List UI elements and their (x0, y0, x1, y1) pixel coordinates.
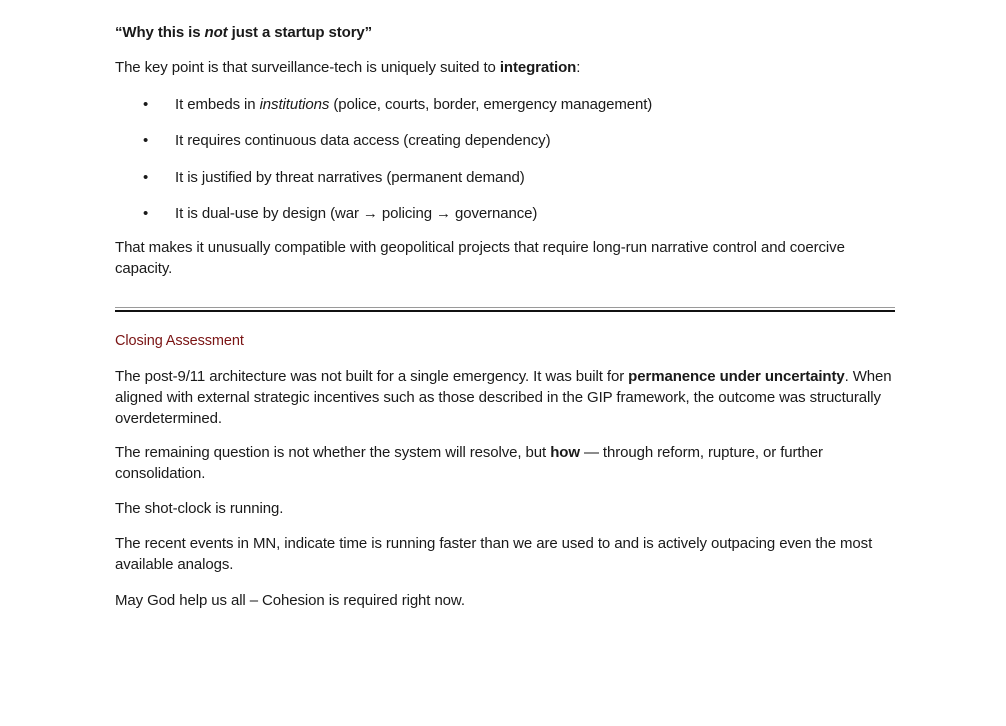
intro-text: The key point is that surveillance-tech is uniquely suited to (115, 59, 500, 76)
conclusion-paragraph: That makes it unusually compatible with geopolitical projects that require long-run narrative control and coercive capacity. (115, 239, 845, 277)
closing-heading: Closing Assessment (115, 333, 244, 349)
p2-text-a: The remaining question is not whether the system will resolve, but (115, 444, 551, 461)
p2-text-b: — through reform, rupture, or further consolidation. (115, 444, 823, 482)
section-title (115, 22, 895, 43)
bullet-icon: • (143, 169, 149, 186)
title-suffix: just a startup story” (227, 24, 373, 41)
title-italic: not (204, 24, 228, 41)
paragraph-remaining-question (115, 442, 895, 484)
bullet-icon: • (143, 132, 149, 149)
paragraph-recent-events: The recent events in MN, indicate time is running faster than we are used to and is actively outpacing even the most available analogs. (115, 535, 873, 573)
list-item-pre: It embeds in (175, 96, 260, 113)
bullet-icon: • (143, 205, 149, 222)
paragraph-closing-line: May God help us all – Cohesion is required right now. (115, 592, 465, 609)
intro-paragraph (115, 57, 895, 78)
title-prefix: “Why this is (115, 24, 205, 41)
p2-bold: how (550, 444, 580, 461)
list-item-text: It is dual-use by design (war → policing → governance) (175, 205, 538, 222)
bullet-icon: • (143, 96, 149, 113)
list-item-text: It requires continuous data access (creating dependency) (175, 132, 551, 149)
list-item-text (175, 94, 652, 115)
paragraph-architecture (115, 366, 895, 429)
list-item-italic: institutions (259, 96, 330, 113)
p1-text-a: The post-9/11 architecture was not built for a single emergency. It was built for (115, 368, 629, 385)
list-item-text: It is justified by threat narratives (permanent demand) (175, 169, 525, 186)
p1-text-b: . When aligned with external strategic incentives such as those described in the GIP framework, the outcome was structurally overdetermined. (115, 368, 892, 427)
intro-bold: integration (499, 59, 577, 76)
p1-bold: permanence under uncertainty (628, 368, 845, 385)
intro-end: : (576, 59, 581, 76)
list-item-post: (police, courts, border, emergency management) (329, 96, 653, 113)
section-divider (115, 307, 895, 312)
paragraph-shot-clock: The shot-clock is running. (115, 500, 284, 517)
